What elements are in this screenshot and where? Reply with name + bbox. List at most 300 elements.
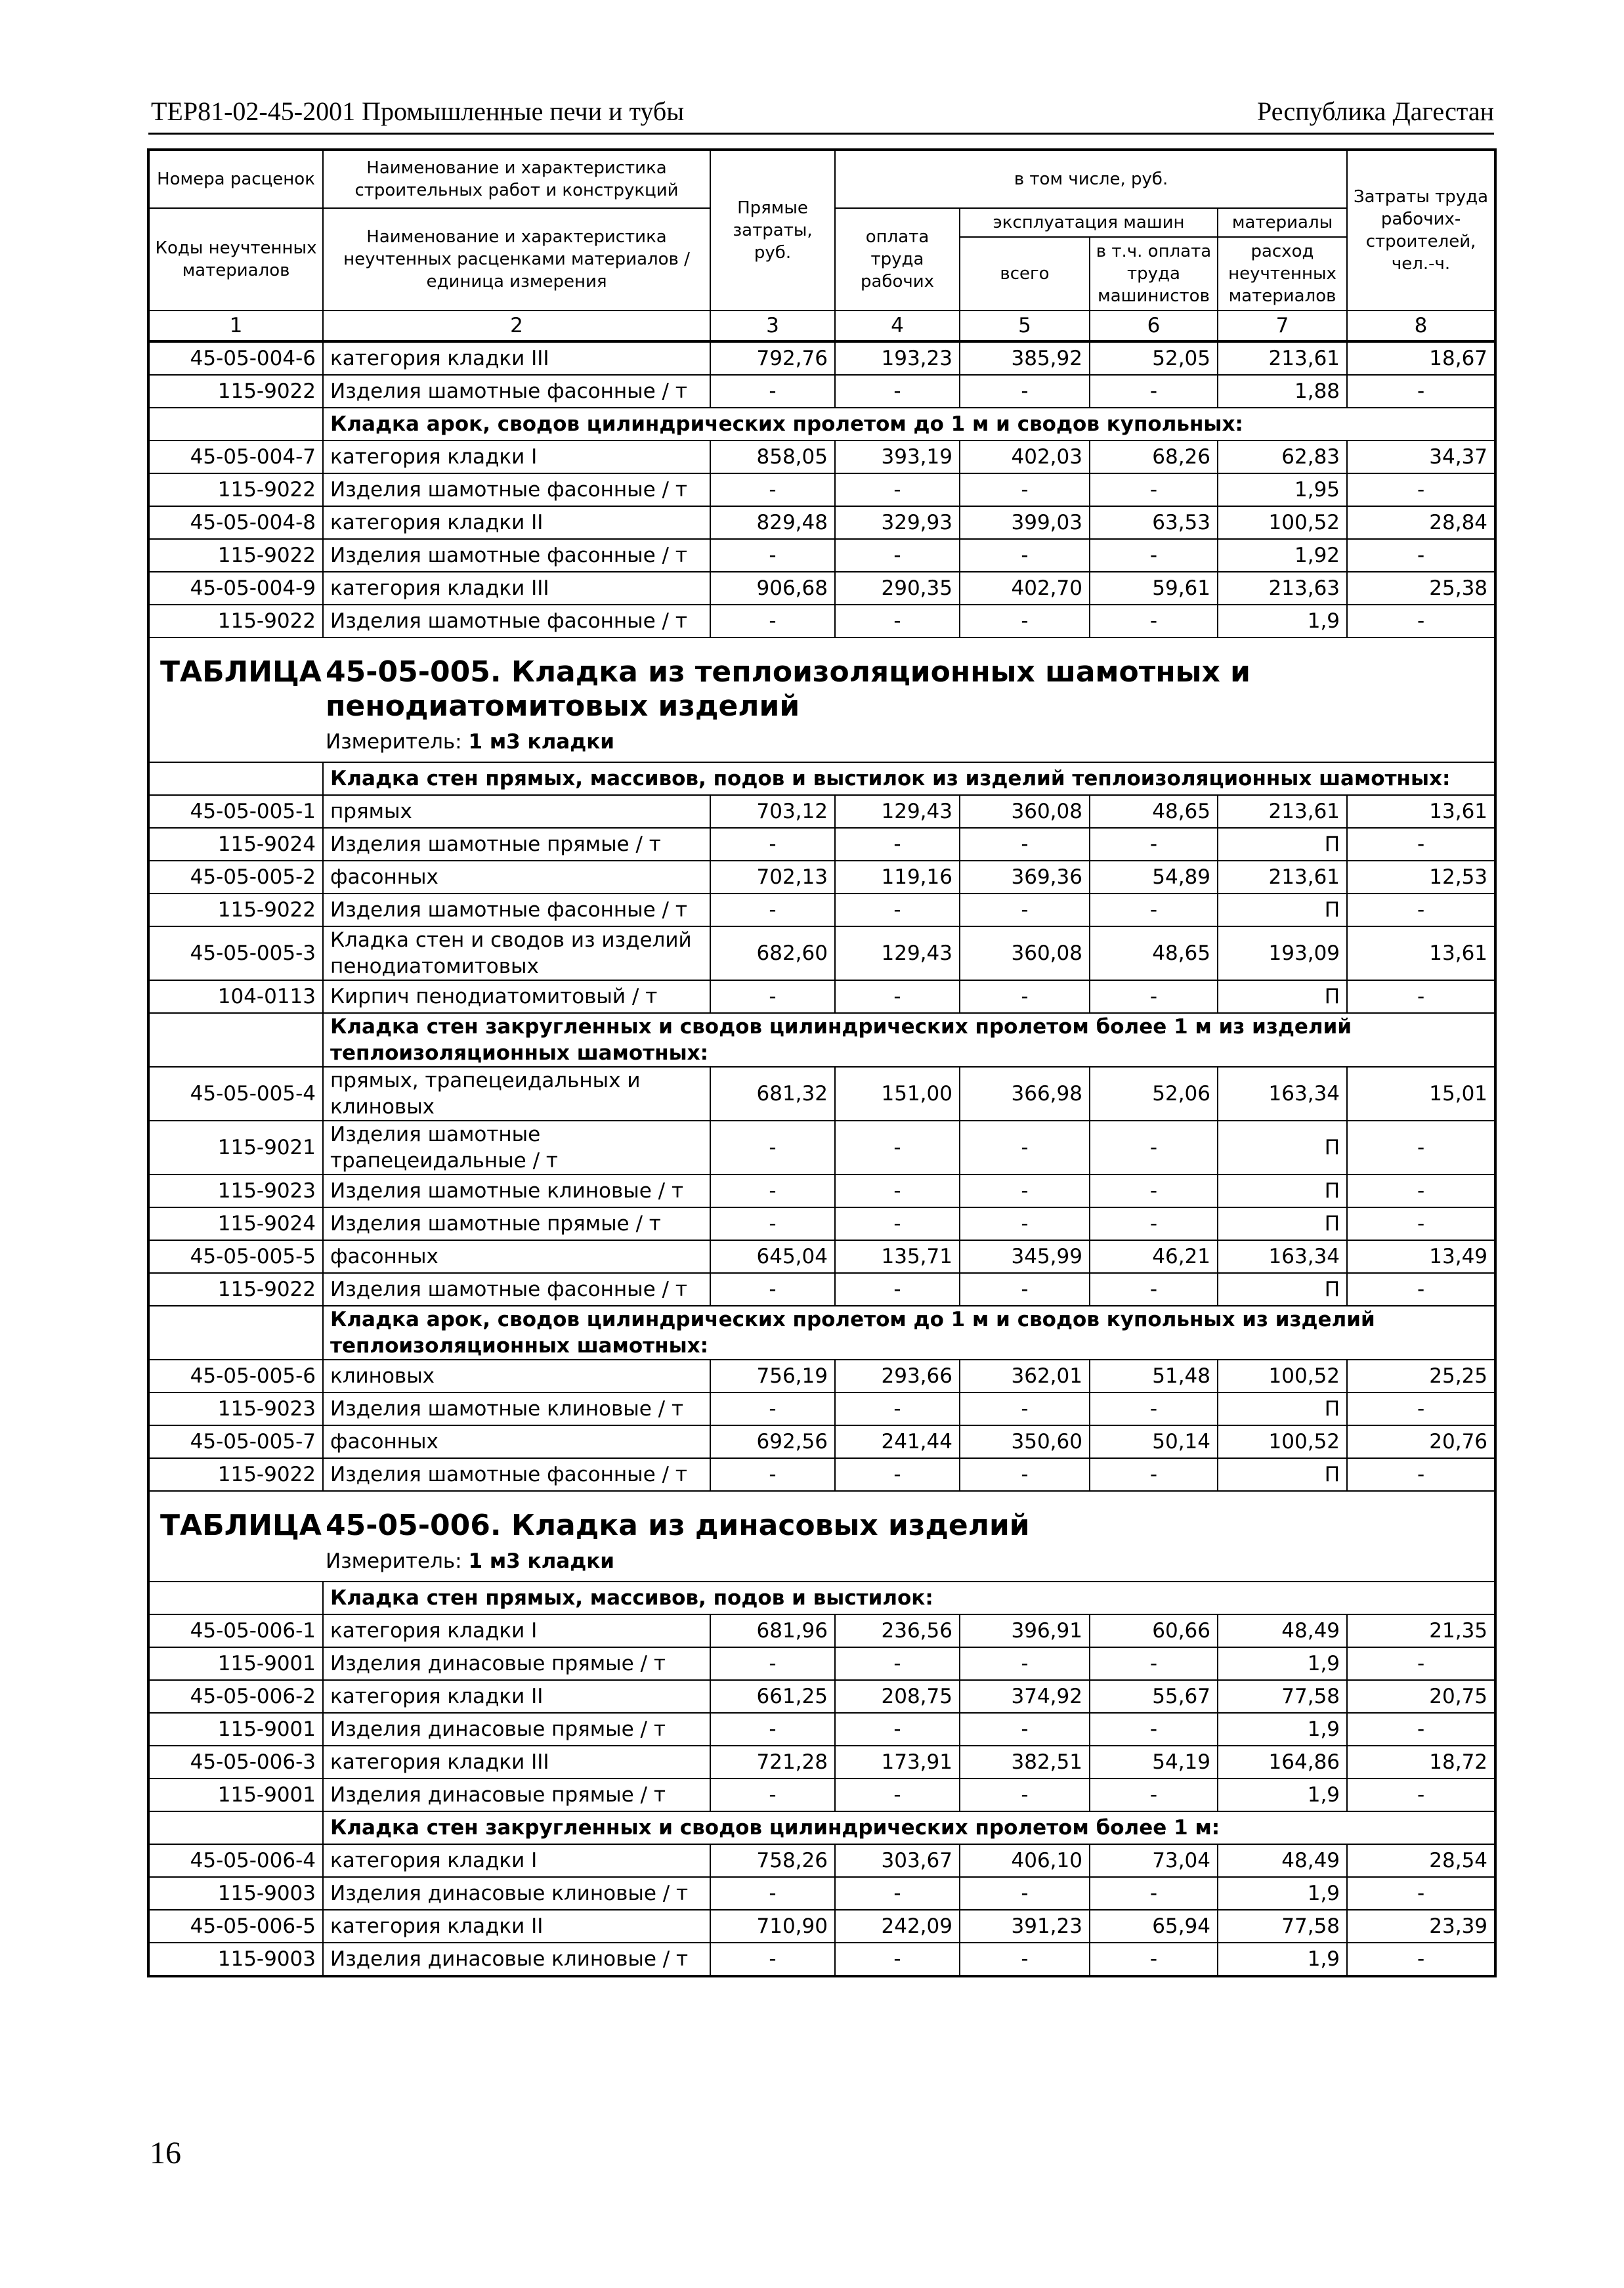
column-number: 8 bbox=[1347, 311, 1495, 341]
machines-total: 385,92 bbox=[960, 341, 1090, 375]
table-row bbox=[148, 341, 1495, 375]
rate-code: 115-9022 bbox=[148, 375, 323, 408]
page-number: 16 bbox=[150, 2136, 181, 2170]
labor-hours: 34,37 bbox=[1347, 441, 1495, 473]
machines-total: 396,91 bbox=[960, 1614, 1090, 1647]
machines-total: 350,60 bbox=[960, 1425, 1090, 1458]
table-title-row bbox=[148, 637, 1495, 762]
section-heading: Кладка стен прямых, массивов, подов и выстилок из изделий теплоизоляционных шамотных: bbox=[323, 762, 1495, 795]
wages: 193,23 bbox=[835, 341, 960, 375]
rate-code: 115-9024 bbox=[148, 1207, 323, 1240]
labor-hours: - bbox=[1347, 1392, 1495, 1425]
machinist-wages: 52,05 bbox=[1090, 341, 1218, 375]
labor-hours: 13,61 bbox=[1347, 926, 1495, 980]
table-row bbox=[148, 1713, 1495, 1746]
rate-code: 45-05-004-6 bbox=[148, 341, 323, 375]
labor-hours: - bbox=[1347, 1458, 1495, 1491]
direct-costs: 681,96 bbox=[710, 1614, 835, 1647]
labor-hours: - bbox=[1347, 828, 1495, 861]
machines-total: - bbox=[960, 1779, 1090, 1811]
direct-costs: - bbox=[710, 1877, 835, 1910]
price-table bbox=[147, 148, 1497, 1977]
item-name: фасонных bbox=[323, 1425, 710, 1458]
item-name: Изделия динасовые прямые / т bbox=[323, 1779, 710, 1811]
item-name: категория кладки I bbox=[323, 441, 710, 473]
rate-code: 45-05-004-9 bbox=[148, 572, 323, 605]
table-title-cell bbox=[148, 1491, 1495, 1582]
table-row bbox=[148, 1067, 1495, 1121]
rate-code: 115-9022 bbox=[148, 539, 323, 572]
machinist-wages: 65,94 bbox=[1090, 1910, 1218, 1943]
measure-value: 1 м3 кладки bbox=[468, 730, 615, 754]
machinist-wages: - bbox=[1090, 473, 1218, 506]
direct-costs: - bbox=[710, 605, 835, 637]
table-title-row bbox=[148, 1491, 1495, 1582]
machinist-wages: 54,19 bbox=[1090, 1746, 1218, 1779]
labor-hours: - bbox=[1347, 1943, 1495, 1976]
material-consumption: П bbox=[1218, 1121, 1347, 1175]
machines-total: 391,23 bbox=[960, 1910, 1090, 1943]
machines-total: 402,70 bbox=[960, 572, 1090, 605]
machines-total: 406,10 bbox=[960, 1844, 1090, 1877]
labor-hours: 13,49 bbox=[1347, 1240, 1495, 1273]
column-number: 4 bbox=[835, 311, 960, 341]
material-consumption: П bbox=[1218, 1207, 1347, 1240]
header-rule bbox=[148, 133, 1494, 135]
labor-hours: 23,39 bbox=[1347, 1910, 1495, 1943]
machines-total: - bbox=[960, 1877, 1090, 1910]
column-number: 1 bbox=[148, 311, 323, 341]
rate-code: 115-9001 bbox=[148, 1647, 323, 1680]
table-row bbox=[148, 980, 1495, 1013]
machines-total: - bbox=[960, 1943, 1090, 1976]
labor-hours: - bbox=[1347, 1647, 1495, 1680]
material-consumption: 213,63 bbox=[1218, 572, 1347, 605]
wages: - bbox=[835, 828, 960, 861]
machines-total: - bbox=[960, 1647, 1090, 1680]
col-header-machinist-wages: в т.ч. оплата труда машинистов bbox=[1090, 237, 1218, 311]
wages: 236,56 bbox=[835, 1614, 960, 1647]
wages: - bbox=[835, 1458, 960, 1491]
labor-hours: - bbox=[1347, 894, 1495, 926]
item-name: Изделия динасовые клиновые / т bbox=[323, 1877, 710, 1910]
wages: - bbox=[835, 894, 960, 926]
col-header-work-name: Наименование и характеристика строительных работ и конструкций bbox=[323, 150, 710, 208]
machinist-wages: - bbox=[1090, 1877, 1218, 1910]
labor-hours: - bbox=[1347, 539, 1495, 572]
section-heading: Кладка стен прямых, массивов, подов и выстилок: bbox=[323, 1582, 1495, 1614]
section-spacer bbox=[148, 1013, 323, 1067]
item-name: категория кладки I bbox=[323, 1844, 710, 1877]
machines-total: - bbox=[960, 375, 1090, 408]
item-name: Изделия шамотные фасонные / т bbox=[323, 1273, 710, 1306]
direct-costs: - bbox=[710, 1458, 835, 1491]
item-name: Изделия динасовые прямые / т bbox=[323, 1713, 710, 1746]
rate-code: 45-05-004-7 bbox=[148, 441, 323, 473]
machinist-wages: - bbox=[1090, 980, 1218, 1013]
labor-hours: - bbox=[1347, 1273, 1495, 1306]
labor-hours: 13,61 bbox=[1347, 795, 1495, 828]
direct-costs: - bbox=[710, 473, 835, 506]
direct-costs: - bbox=[710, 1647, 835, 1680]
labor-hours: 25,38 bbox=[1347, 572, 1495, 605]
rate-code: 115-9022 bbox=[148, 605, 323, 637]
rate-code: 45-05-006-2 bbox=[148, 1680, 323, 1713]
item-name: Изделия шамотные фасонные / т bbox=[323, 539, 710, 572]
wages: 135,71 bbox=[835, 1240, 960, 1273]
col-header-including: в том числе, руб. bbox=[835, 150, 1347, 208]
material-consumption: 1,9 bbox=[1218, 605, 1347, 637]
labor-hours: 18,72 bbox=[1347, 1746, 1495, 1779]
direct-costs: - bbox=[710, 539, 835, 572]
direct-costs: - bbox=[710, 1392, 835, 1425]
item-name: прямых bbox=[323, 795, 710, 828]
item-name: категория кладки II bbox=[323, 506, 710, 539]
rate-code: 45-05-005-4 bbox=[148, 1067, 323, 1121]
material-consumption: П bbox=[1218, 1175, 1347, 1207]
labor-hours: - bbox=[1347, 1175, 1495, 1207]
machinist-wages: 55,67 bbox=[1090, 1680, 1218, 1713]
machinist-wages: - bbox=[1090, 1647, 1218, 1680]
section-heading-row bbox=[148, 1582, 1495, 1614]
machines-total: - bbox=[960, 1458, 1090, 1491]
item-name: Изделия шамотные фасонные / т bbox=[323, 375, 710, 408]
machinist-wages: - bbox=[1090, 375, 1218, 408]
section-heading: Кладка стен закругленных и сводов цилиндрических пролетом более 1 м из изделий теплоизоляционных шамотных: bbox=[323, 1013, 1495, 1067]
machinist-wages: 59,61 bbox=[1090, 572, 1218, 605]
table-row bbox=[148, 1240, 1495, 1273]
machines-total: - bbox=[960, 605, 1090, 637]
rate-code: 115-9023 bbox=[148, 1175, 323, 1207]
wages: - bbox=[835, 1273, 960, 1306]
rate-code: 45-05-006-4 bbox=[148, 1844, 323, 1877]
material-consumption: 77,58 bbox=[1218, 1910, 1347, 1943]
section-heading-row bbox=[148, 1013, 1495, 1067]
machines-total: - bbox=[960, 473, 1090, 506]
wages: 241,44 bbox=[835, 1425, 960, 1458]
direct-costs: - bbox=[710, 1175, 835, 1207]
material-consumption: 1,9 bbox=[1218, 1943, 1347, 1976]
direct-costs: 792,76 bbox=[710, 341, 835, 375]
wages: - bbox=[835, 375, 960, 408]
measure-line bbox=[326, 1543, 1487, 1581]
direct-costs: 906,68 bbox=[710, 572, 835, 605]
wages: - bbox=[835, 605, 960, 637]
table-row bbox=[148, 605, 1495, 637]
item-name: Изделия шамотные фасонные / т bbox=[323, 894, 710, 926]
labor-hours: - bbox=[1347, 1121, 1495, 1175]
rate-code: 115-9001 bbox=[148, 1713, 323, 1746]
table-title: 45-05-006. Кладка из динасовых изделий bbox=[326, 1509, 1030, 1542]
item-name: фасонных bbox=[323, 1240, 710, 1273]
table-row bbox=[148, 473, 1495, 506]
material-consumption: 213,61 bbox=[1218, 795, 1347, 828]
material-consumption: 1,9 bbox=[1218, 1647, 1347, 1680]
direct-costs: - bbox=[710, 1121, 835, 1175]
rate-code: 115-9003 bbox=[148, 1877, 323, 1910]
material-consumption: 62,83 bbox=[1218, 441, 1347, 473]
table-label: ТАБЛИЦА bbox=[160, 655, 322, 689]
wages: - bbox=[835, 1175, 960, 1207]
column-number: 6 bbox=[1090, 311, 1218, 341]
wages: - bbox=[835, 1877, 960, 1910]
rate-code: 115-9022 bbox=[148, 894, 323, 926]
rate-code: 45-05-005-7 bbox=[148, 1425, 323, 1458]
table-row bbox=[148, 894, 1495, 926]
table-header bbox=[148, 150, 1495, 341]
labor-hours: - bbox=[1347, 473, 1495, 506]
table-row bbox=[148, 861, 1495, 894]
wages: - bbox=[835, 980, 960, 1013]
item-name: Кирпич пенодиатомитовый / т bbox=[323, 980, 710, 1013]
machines-total: - bbox=[960, 1713, 1090, 1746]
labor-hours: - bbox=[1347, 1713, 1495, 1746]
col-header-labor: Затраты труда рабочих-строителей, чел.-ч. bbox=[1347, 150, 1495, 311]
rate-code: 45-05-005-3 bbox=[148, 926, 323, 980]
machinist-wages: - bbox=[1090, 1713, 1218, 1746]
measure-line bbox=[326, 723, 1487, 762]
wages: 393,19 bbox=[835, 441, 960, 473]
col-header-rates: Номера расценок bbox=[148, 150, 323, 208]
wages: - bbox=[835, 1647, 960, 1680]
rate-code: 115-9022 bbox=[148, 1458, 323, 1491]
machines-total: 366,98 bbox=[960, 1067, 1090, 1121]
section-heading-row bbox=[148, 1811, 1495, 1844]
wages: 208,75 bbox=[835, 1680, 960, 1713]
section-spacer bbox=[148, 1582, 323, 1614]
table-row bbox=[148, 795, 1495, 828]
material-consumption: 1,92 bbox=[1218, 539, 1347, 572]
table-row bbox=[148, 1910, 1495, 1943]
item-name: Кладка стен и сводов из изделий пенодиатомитовых bbox=[323, 926, 710, 980]
material-consumption: 163,34 bbox=[1218, 1240, 1347, 1273]
item-name: категория кладки III bbox=[323, 1746, 710, 1779]
machinist-wages: - bbox=[1090, 539, 1218, 572]
labor-hours: - bbox=[1347, 1207, 1495, 1240]
col-header-machines-total: всего bbox=[960, 237, 1090, 311]
table-row bbox=[148, 1392, 1495, 1425]
material-consumption: 100,52 bbox=[1218, 1360, 1347, 1392]
machinist-wages: - bbox=[1090, 605, 1218, 637]
direct-costs: - bbox=[710, 980, 835, 1013]
material-consumption: П bbox=[1218, 894, 1347, 926]
machines-total: 369,36 bbox=[960, 861, 1090, 894]
machines-total: 374,92 bbox=[960, 1680, 1090, 1713]
table-title-block bbox=[160, 638, 1487, 723]
item-name: Изделия шамотные трапецеидальные / т bbox=[323, 1121, 710, 1175]
table-title-block bbox=[160, 1492, 1487, 1543]
wages: 242,09 bbox=[835, 1910, 960, 1943]
machinist-wages: - bbox=[1090, 1943, 1218, 1976]
table-row bbox=[148, 1458, 1495, 1491]
item-name: Изделия динасовые клиновые / т bbox=[323, 1943, 710, 1976]
wages: - bbox=[835, 1121, 960, 1175]
item-name: категория кладки III bbox=[323, 341, 710, 375]
table-row bbox=[148, 1877, 1495, 1910]
item-name: Изделия динасовые прямые / т bbox=[323, 1647, 710, 1680]
machinist-wages: - bbox=[1090, 894, 1218, 926]
material-consumption: 213,61 bbox=[1218, 341, 1347, 375]
machines-total: - bbox=[960, 828, 1090, 861]
wages: 129,43 bbox=[835, 926, 960, 980]
machines-total: 402,03 bbox=[960, 441, 1090, 473]
machinist-wages: - bbox=[1090, 1175, 1218, 1207]
machines-total: 399,03 bbox=[960, 506, 1090, 539]
wages: - bbox=[835, 1392, 960, 1425]
material-consumption: П bbox=[1218, 980, 1347, 1013]
section-heading: Кладка стен закругленных и сводов цилиндрических пролетом более 1 м: bbox=[323, 1811, 1495, 1844]
machinist-wages: 54,89 bbox=[1090, 861, 1218, 894]
material-consumption: 193,09 bbox=[1218, 926, 1347, 980]
item-name: прямых, трапецеидальных и клиновых bbox=[323, 1067, 710, 1121]
material-consumption: 213,61 bbox=[1218, 861, 1347, 894]
material-consumption: 163,34 bbox=[1218, 1067, 1347, 1121]
table-row bbox=[148, 572, 1495, 605]
item-name: Изделия шамотные прямые / т bbox=[323, 1207, 710, 1240]
direct-costs: - bbox=[710, 1713, 835, 1746]
labor-hours: 28,54 bbox=[1347, 1844, 1495, 1877]
labor-hours: - bbox=[1347, 1779, 1495, 1811]
rate-code: 115-9024 bbox=[148, 828, 323, 861]
wages: 329,93 bbox=[835, 506, 960, 539]
col-header-materials: материалы bbox=[1218, 208, 1347, 237]
machines-total: 362,01 bbox=[960, 1360, 1090, 1392]
wages: 129,43 bbox=[835, 795, 960, 828]
rate-code: 115-9023 bbox=[148, 1392, 323, 1425]
col-header-direct-costs: Прямые затраты, руб. bbox=[710, 150, 835, 311]
labor-hours: 28,84 bbox=[1347, 506, 1495, 539]
machines-total: 345,99 bbox=[960, 1240, 1090, 1273]
material-consumption: 100,52 bbox=[1218, 1425, 1347, 1458]
rate-code: 45-05-004-8 bbox=[148, 506, 323, 539]
table-row bbox=[148, 441, 1495, 473]
section-spacer bbox=[148, 762, 323, 795]
col-header-material-name: Наименование и характеристика неучтенных расценками материалов / единица измерения bbox=[323, 208, 710, 311]
table-row bbox=[148, 375, 1495, 408]
measure-label: Измеритель: bbox=[326, 1549, 462, 1573]
machines-total: 360,08 bbox=[960, 926, 1090, 980]
item-name: категория кладки III bbox=[323, 572, 710, 605]
machinist-wages: - bbox=[1090, 1392, 1218, 1425]
material-consumption: 1,9 bbox=[1218, 1779, 1347, 1811]
labor-hours: 25,25 bbox=[1347, 1360, 1495, 1392]
machinist-wages: - bbox=[1090, 1273, 1218, 1306]
machinist-wages: - bbox=[1090, 828, 1218, 861]
material-consumption: 1,88 bbox=[1218, 375, 1347, 408]
section-heading-row bbox=[148, 1306, 1495, 1360]
machines-total: - bbox=[960, 1175, 1090, 1207]
section-heading: Кладка арок, сводов цилиндрических пролетом до 1 м и сводов купольных: bbox=[323, 408, 1495, 441]
table-row bbox=[148, 1425, 1495, 1458]
table-row bbox=[148, 1844, 1495, 1877]
material-consumption: П bbox=[1218, 1273, 1347, 1306]
table-row bbox=[148, 1273, 1495, 1306]
document-header-region: Республика Дагестан bbox=[1257, 97, 1494, 126]
direct-costs: 758,26 bbox=[710, 1844, 835, 1877]
wages: - bbox=[835, 539, 960, 572]
rate-code: 115-9021 bbox=[148, 1121, 323, 1175]
rate-code: 45-05-005-2 bbox=[148, 861, 323, 894]
col-header-wages: оплата труда рабочих bbox=[835, 208, 960, 311]
machines-total: - bbox=[960, 1273, 1090, 1306]
direct-costs: 829,48 bbox=[710, 506, 835, 539]
labor-hours: - bbox=[1347, 605, 1495, 637]
machinist-wages: - bbox=[1090, 1121, 1218, 1175]
direct-costs: - bbox=[710, 1943, 835, 1976]
material-consumption: 164,86 bbox=[1218, 1746, 1347, 1779]
wages: 151,00 bbox=[835, 1067, 960, 1121]
direct-costs: - bbox=[710, 1779, 835, 1811]
machines-total: - bbox=[960, 894, 1090, 926]
rate-code: 45-05-006-1 bbox=[148, 1614, 323, 1647]
col-header-material-consumption: расход неучтенных материалов bbox=[1218, 237, 1347, 311]
direct-costs: 692,56 bbox=[710, 1425, 835, 1458]
section-spacer bbox=[148, 408, 323, 441]
column-number: 3 bbox=[710, 311, 835, 341]
direct-costs: - bbox=[710, 828, 835, 861]
labor-hours: - bbox=[1347, 980, 1495, 1013]
table-body bbox=[148, 341, 1495, 1976]
table-title-cell bbox=[148, 637, 1495, 762]
item-name: клиновых bbox=[323, 1360, 710, 1392]
machines-total: - bbox=[960, 539, 1090, 572]
direct-costs: - bbox=[710, 1273, 835, 1306]
item-name: Изделия шамотные фасонные / т bbox=[323, 1458, 710, 1491]
machines-total: - bbox=[960, 1392, 1090, 1425]
section-spacer bbox=[148, 1306, 323, 1360]
col-header-codes: Коды неучтенных материалов bbox=[148, 208, 323, 311]
table-row bbox=[148, 1779, 1495, 1811]
rate-code: 45-05-005-6 bbox=[148, 1360, 323, 1392]
wages: 173,91 bbox=[835, 1746, 960, 1779]
material-consumption: П bbox=[1218, 1458, 1347, 1491]
labor-hours: - bbox=[1347, 375, 1495, 408]
item-name: Изделия шамотные клиновые / т bbox=[323, 1392, 710, 1425]
direct-costs: - bbox=[710, 894, 835, 926]
material-consumption: 1,9 bbox=[1218, 1713, 1347, 1746]
column-numbers-row bbox=[148, 311, 1495, 341]
table-row bbox=[148, 1680, 1495, 1713]
column-number: 2 bbox=[323, 311, 710, 341]
material-consumption: 100,52 bbox=[1218, 506, 1347, 539]
rate-code: 45-05-005-5 bbox=[148, 1240, 323, 1273]
table-row bbox=[148, 1175, 1495, 1207]
item-name: фасонных bbox=[323, 861, 710, 894]
direct-costs: 682,60 bbox=[710, 926, 835, 980]
table-row bbox=[148, 1614, 1495, 1647]
table-row bbox=[148, 539, 1495, 572]
labor-hours: 20,75 bbox=[1347, 1680, 1495, 1713]
machines-total: - bbox=[960, 1121, 1090, 1175]
col-header-machines: эксплуатация машин bbox=[960, 208, 1218, 237]
machinist-wages: 73,04 bbox=[1090, 1844, 1218, 1877]
direct-costs: - bbox=[710, 1207, 835, 1240]
material-consumption: 77,58 bbox=[1218, 1680, 1347, 1713]
rate-code: 45-05-006-3 bbox=[148, 1746, 323, 1779]
wages: - bbox=[835, 1943, 960, 1976]
machinist-wages: 52,06 bbox=[1090, 1067, 1218, 1121]
machinist-wages: 63,53 bbox=[1090, 506, 1218, 539]
rate-code: 115-9022 bbox=[148, 473, 323, 506]
machinist-wages: 50,14 bbox=[1090, 1425, 1218, 1458]
material-consumption: 48,49 bbox=[1218, 1844, 1347, 1877]
wages: 303,67 bbox=[835, 1844, 960, 1877]
table-row bbox=[148, 1746, 1495, 1779]
machines-total: - bbox=[960, 980, 1090, 1013]
material-consumption: 1,95 bbox=[1218, 473, 1347, 506]
machinist-wages: 68,26 bbox=[1090, 441, 1218, 473]
machinist-wages: 48,65 bbox=[1090, 795, 1218, 828]
